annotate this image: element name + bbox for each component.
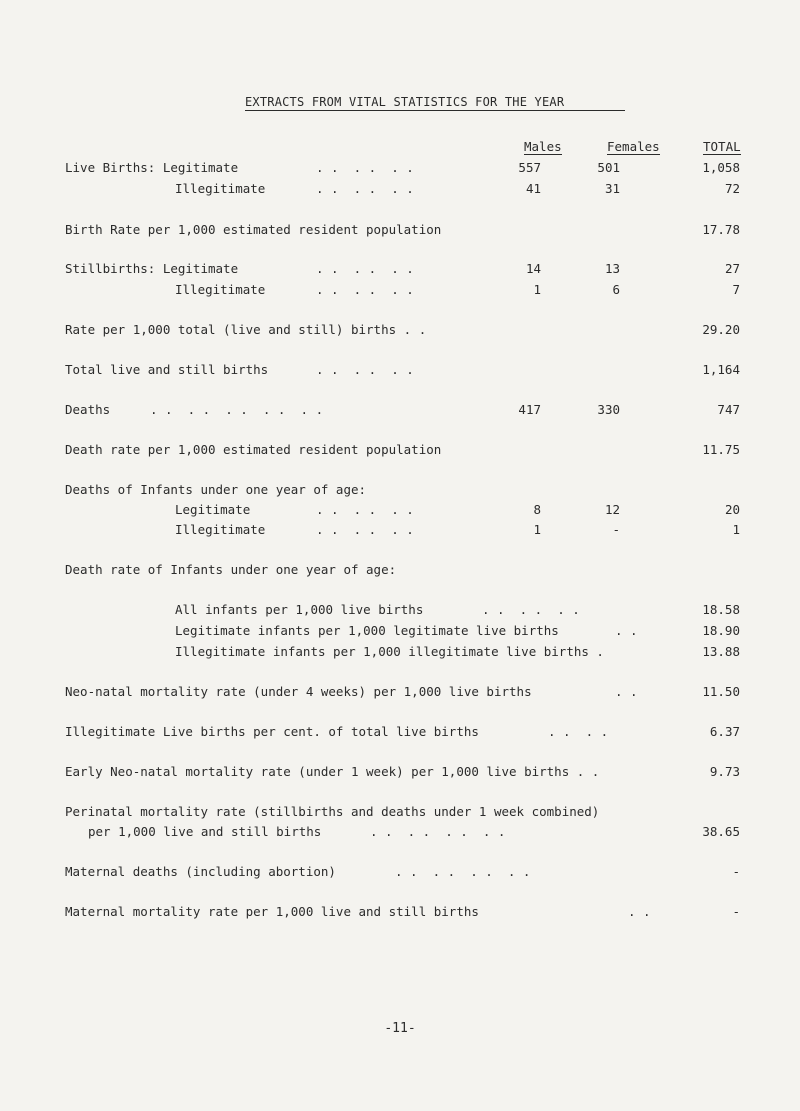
cell-total: 9.73 [709, 764, 740, 779]
table-row-stillbirth-rate [0, 322, 800, 340]
row-label: Early Neo-natal mortality rate (under 1 week) per 1,000 live births . . [65, 764, 600, 779]
row-label: Legitimate [175, 502, 251, 517]
row-label: Illegitimate infants per 1,000 illegitimate live births . [175, 644, 604, 659]
cell-males: 8 [533, 502, 541, 517]
table-row-all-infants [0, 602, 800, 620]
table-row-stillbirths-illegitimate [0, 282, 800, 300]
cell-total: 1,164 [702, 362, 740, 377]
table-row-infant-illegitimate [0, 522, 800, 540]
row-label: Neo-natal mortality rate (under 4 weeks) per 1,000 live births [65, 684, 532, 699]
row-label: All infants per 1,000 live births [175, 602, 424, 617]
row-label: Deaths [65, 402, 111, 417]
document-title: EXTRACTS FROM VITAL STATISTICS FOR THE YEAR [245, 95, 625, 111]
cell-total: - [732, 904, 740, 919]
cell-total: 18.90 [702, 623, 740, 638]
table-row-illegitimate-infants [0, 644, 800, 662]
cell-total: 11.50 [702, 684, 740, 699]
table-row-perinatal-line1 [0, 804, 800, 822]
cell-total: 20 [724, 502, 740, 517]
leader-dots: . . . . [548, 724, 609, 739]
section-heading-infant-deaths [0, 482, 800, 500]
leader-dots: . . . . . . [316, 261, 414, 276]
table-row-infant-legitimate [0, 502, 800, 520]
table-row-perinatal-line2 [0, 824, 800, 842]
row-label: Total live and still births [65, 362, 269, 377]
row-label: Illegitimate Live births per cent. of total live births [65, 724, 479, 739]
row-label: Live Births: Legitimate [65, 160, 239, 175]
leader-dots: . . . . . . [316, 502, 414, 517]
table-row-maternal-deaths [0, 864, 800, 882]
row-label: Death rate per 1,000 estimated resident population [65, 442, 442, 457]
header-males: Males [524, 139, 562, 154]
row-label: Illegitimate [175, 522, 266, 537]
leader-dots: . . [628, 904, 651, 919]
leader-dots: . . . . . . . . [395, 864, 531, 879]
leader-dots: . . [615, 684, 638, 699]
row-label: Maternal mortality rate per 1,000 live and still births [65, 904, 479, 919]
cell-total: 6.37 [709, 724, 740, 739]
cell-females: - [612, 522, 620, 537]
row-label: Deaths of Infants under one year of age: [65, 482, 367, 497]
cell-males: 1 [533, 282, 541, 297]
table-row-birth-rate [0, 222, 800, 240]
header-females: Females [607, 139, 660, 154]
table-row-illegitimate-percent [0, 724, 800, 742]
header-total: TOTAL [703, 139, 741, 154]
row-label: Maternal deaths (including abortion) [65, 864, 336, 879]
cell-males: 41 [525, 181, 541, 196]
cell-total: 1,058 [702, 160, 740, 175]
leader-dots: . . . . . . . . [370, 824, 506, 839]
row-label: per 1,000 live and still births [88, 824, 322, 839]
leader-dots: . . . . . . [316, 522, 414, 537]
cell-males: 557 [518, 160, 541, 175]
cell-total: - [732, 864, 740, 879]
cell-total: 11.75 [702, 442, 740, 457]
cell-total: 72 [724, 181, 740, 196]
cell-total: 17.78 [702, 222, 740, 237]
cell-males: 1 [533, 522, 541, 537]
cell-total: 18.58 [702, 602, 740, 617]
row-label: Legitimate infants per 1,000 legitimate live births [175, 623, 559, 638]
table-row-early-neonatal [0, 764, 800, 782]
table-row-live-births-illegitimate [0, 181, 800, 199]
row-label: Death rate of Infants under one year of age: [65, 562, 397, 577]
row-label: Rate per 1,000 total (live and still) births . . [65, 322, 427, 337]
leader-dots: . . . . . . . . . . [150, 402, 324, 417]
table-row-death-rate [0, 442, 800, 460]
cell-females: 501 [597, 160, 620, 175]
leader-dots: . . . . . . [316, 362, 414, 377]
leader-dots: . . [615, 623, 638, 638]
row-label: Illegitimate [175, 282, 266, 297]
cell-females: 330 [597, 402, 620, 417]
cell-total: 38.65 [702, 824, 740, 839]
table-row-live-births-legitimate [0, 160, 800, 178]
row-label: Stillbirths: Legitimate [65, 261, 239, 276]
leader-dots: . . . . . . [482, 602, 580, 617]
cell-females: 31 [604, 181, 620, 196]
table-row-total-births [0, 362, 800, 380]
cell-total: 13.88 [702, 644, 740, 659]
cell-females: 12 [604, 502, 620, 517]
cell-females: 6 [612, 282, 620, 297]
table-row-deaths [0, 402, 800, 420]
cell-total: 1 [732, 522, 740, 537]
leader-dots: . . . . . . [316, 282, 414, 297]
row-label: Illegitimate [175, 181, 266, 196]
cell-females: 13 [604, 261, 620, 276]
cell-total: 747 [717, 402, 740, 417]
table-row-stillbirths-legitimate [0, 261, 800, 279]
table-row-neonatal [0, 684, 800, 702]
cell-total: 7 [732, 282, 740, 297]
page-number: -11- [384, 1021, 416, 1036]
table-row-maternal-rate [0, 904, 800, 922]
table-row-legitimate-infants [0, 623, 800, 641]
cell-total: 29.20 [702, 322, 740, 337]
leader-dots: . . . . . . [316, 181, 414, 196]
row-label: Birth Rate per 1,000 estimated resident population [65, 222, 442, 237]
section-heading-infant-rate [0, 562, 800, 580]
row-label: Perinatal mortality rate (stillbirths and deaths under 1 week combined) [65, 804, 600, 819]
cell-total: 27 [724, 261, 740, 276]
cell-males: 417 [518, 402, 541, 417]
cell-males: 14 [525, 261, 541, 276]
leader-dots: . . . . . . [316, 160, 414, 175]
